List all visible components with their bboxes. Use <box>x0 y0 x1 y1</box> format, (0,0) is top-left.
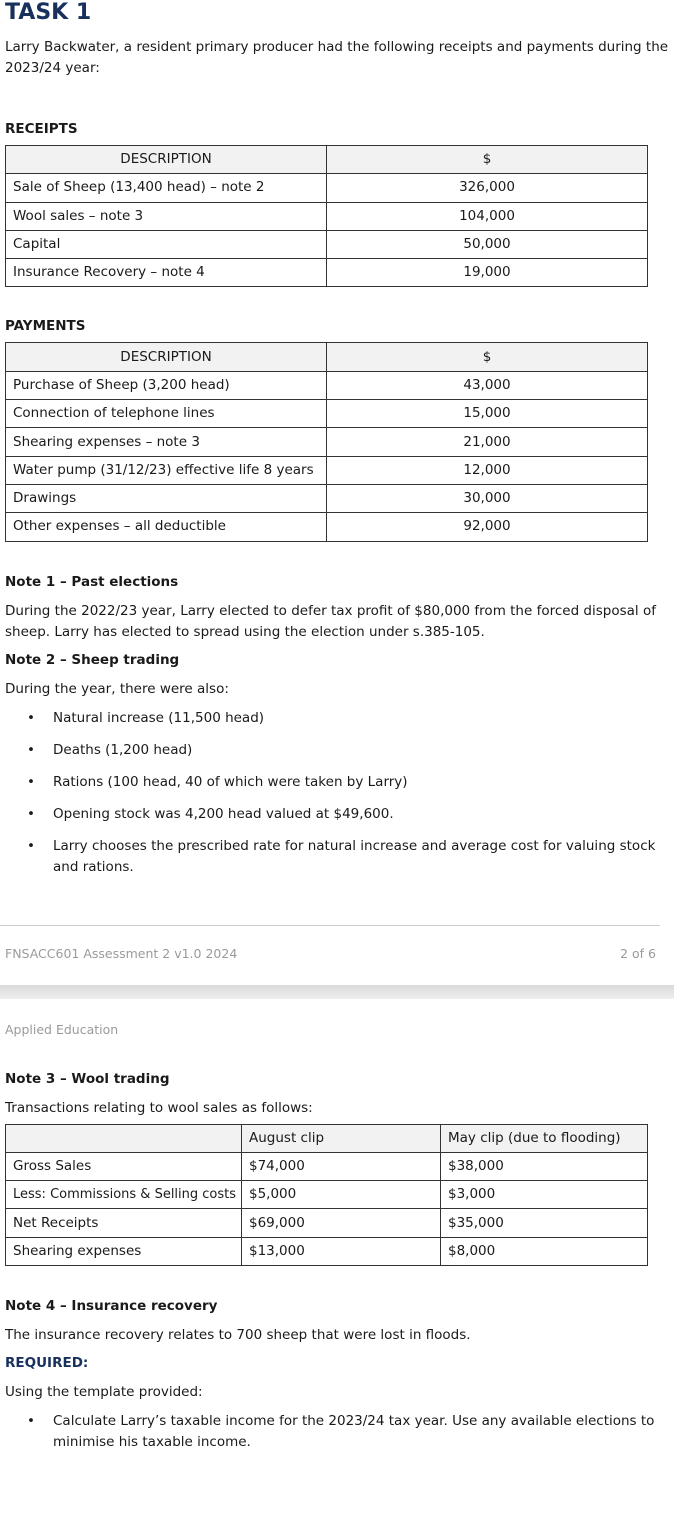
receipt-amount: 326,000 <box>327 174 648 202</box>
table-row <box>6 259 648 287</box>
col-description: DESCRIPTION <box>6 343 327 371</box>
table-row <box>6 484 648 512</box>
payment-amount: 43,000 <box>327 371 648 399</box>
receipts-table <box>5 145 648 287</box>
list-item: • Opening stock was 4,200 head valued at $49,600. <box>5 804 674 825</box>
page-header <box>0 999 674 1069</box>
payment-desc: Purchase of Sheep (3,200 head) <box>6 371 327 399</box>
list-item: • Rations (100 head, 40 of which were taken by Larry) <box>5 772 674 793</box>
payment-amount: 15,000 <box>327 400 648 428</box>
col-description: DESCRIPTION <box>6 146 327 174</box>
table-row <box>6 428 648 456</box>
wool-row-label: Gross Sales <box>6 1152 242 1180</box>
note2-list <box>5 708 674 878</box>
list-item: • Natural increase (11,500 head) <box>5 708 674 729</box>
payment-desc: Other expenses – all deductible <box>6 513 327 541</box>
required-heading: REQUIRED: <box>5 1355 89 1372</box>
page-title: TASK 1 <box>5 0 92 25</box>
col-may-clip: May clip (due to flooding) <box>441 1124 648 1152</box>
table-row <box>6 513 648 541</box>
col-blank <box>6 1124 242 1152</box>
list-item: • Calculate Larry’s taxable income for the 2023/24 tax year. Use any available elections to minimise his taxable income. <box>5 1411 674 1453</box>
wool-may-value: $35,000 <box>441 1209 648 1237</box>
table-row <box>6 1237 648 1265</box>
header-org-name: Applied Education <box>5 1021 119 1037</box>
payment-desc: Shearing expenses – note 3 <box>6 428 327 456</box>
payment-amount: 30,000 <box>327 484 648 512</box>
list-item: • Larry chooses the prescribed rate for natural increase and average cost for valuing stock and rations. <box>5 836 674 878</box>
wool-may-value: $38,000 <box>441 1152 648 1180</box>
note3-text: Transactions relating to wool sales as follows: <box>5 1099 313 1116</box>
receipt-desc: Wool sales – note 3 <box>6 202 327 230</box>
payment-amount: 12,000 <box>327 456 648 484</box>
wool-may-value: $8,000 <box>441 1237 648 1265</box>
note4-heading: Note 4 – Insurance recovery <box>5 1298 218 1315</box>
table-row <box>6 1209 648 1237</box>
note4-text: The insurance recovery relates to 700 sheep that were lost in floods. <box>5 1327 471 1344</box>
payment-desc: Connection of telephone lines <box>6 400 327 428</box>
note2-heading: Note 2 – Sheep trading <box>5 651 180 668</box>
intro-text: Larry Backwater, a resident primary producer had the following receipts and payments during the 2023/24 year: <box>5 39 669 76</box>
receipt-desc: Capital <box>6 230 327 258</box>
table-row <box>6 230 648 258</box>
receipt-desc: Insurance Recovery – note 4 <box>6 259 327 287</box>
table-row <box>6 1181 648 1209</box>
table-row <box>6 174 648 202</box>
table-row <box>6 1152 648 1180</box>
table-header-row <box>6 146 648 174</box>
required-list <box>5 1411 674 1453</box>
wool-aug-value: $5,000 <box>242 1181 441 1209</box>
payments-table <box>5 342 648 541</box>
col-august-clip: August clip <box>242 1124 441 1152</box>
page-break <box>0 985 674 999</box>
payment-desc: Water pump (31/12/23) effective life 8 years <box>6 456 327 484</box>
payment-amount: 21,000 <box>327 428 648 456</box>
table-row <box>6 400 648 428</box>
wool-row-label: Less: Commissions & Selling costs <box>6 1181 242 1209</box>
wool-table <box>5 1124 648 1266</box>
wool-aug-value: $74,000 <box>242 1152 441 1180</box>
table-header-row <box>6 343 648 371</box>
payment-amount: 92,000 <box>327 513 648 541</box>
note1-heading: Note 1 – Past elections <box>5 573 179 590</box>
table-header-row <box>6 1124 648 1152</box>
table-row <box>6 371 648 399</box>
page-footer <box>0 925 660 985</box>
wool-may-value: $3,000 <box>441 1181 648 1209</box>
note2-text: During the year, there were also: <box>5 680 229 697</box>
note3-heading: Note 3 – Wool trading <box>5 1070 170 1087</box>
col-amount: $ <box>327 146 648 174</box>
wool-row-label: Net Receipts <box>6 1209 242 1237</box>
receipt-amount: 104,000 <box>327 202 648 230</box>
receipts-heading: RECEIPTS <box>5 121 78 137</box>
footer-page-number: 2 of 6 <box>620 945 656 961</box>
list-item: • Deaths (1,200 head) <box>5 740 674 761</box>
required-text: Using the template provided: <box>5 1384 203 1401</box>
table-row <box>6 456 648 484</box>
note1-text: During the 2022/23 year, Larry elected to defer tax profit of $80,000 from the forced disposal of sheep. Larry has elected to spread using the election under s.385-105. <box>5 602 656 640</box>
table-row <box>6 202 648 230</box>
receipt-amount: 50,000 <box>327 230 648 258</box>
receipt-desc: Sale of Sheep (13,400 head) – note 2 <box>6 174 327 202</box>
wool-row-label: Shearing expenses <box>6 1237 242 1265</box>
receipt-amount: 19,000 <box>327 259 648 287</box>
footer-doc-id: FNSACC601 Assessment 2 v1.0 2024 <box>5 945 238 961</box>
wool-aug-value: $69,000 <box>242 1209 441 1237</box>
col-amount: $ <box>327 343 648 371</box>
payment-desc: Drawings <box>6 484 327 512</box>
payments-heading: PAYMENTS <box>5 318 86 335</box>
wool-aug-value: $13,000 <box>242 1237 441 1265</box>
